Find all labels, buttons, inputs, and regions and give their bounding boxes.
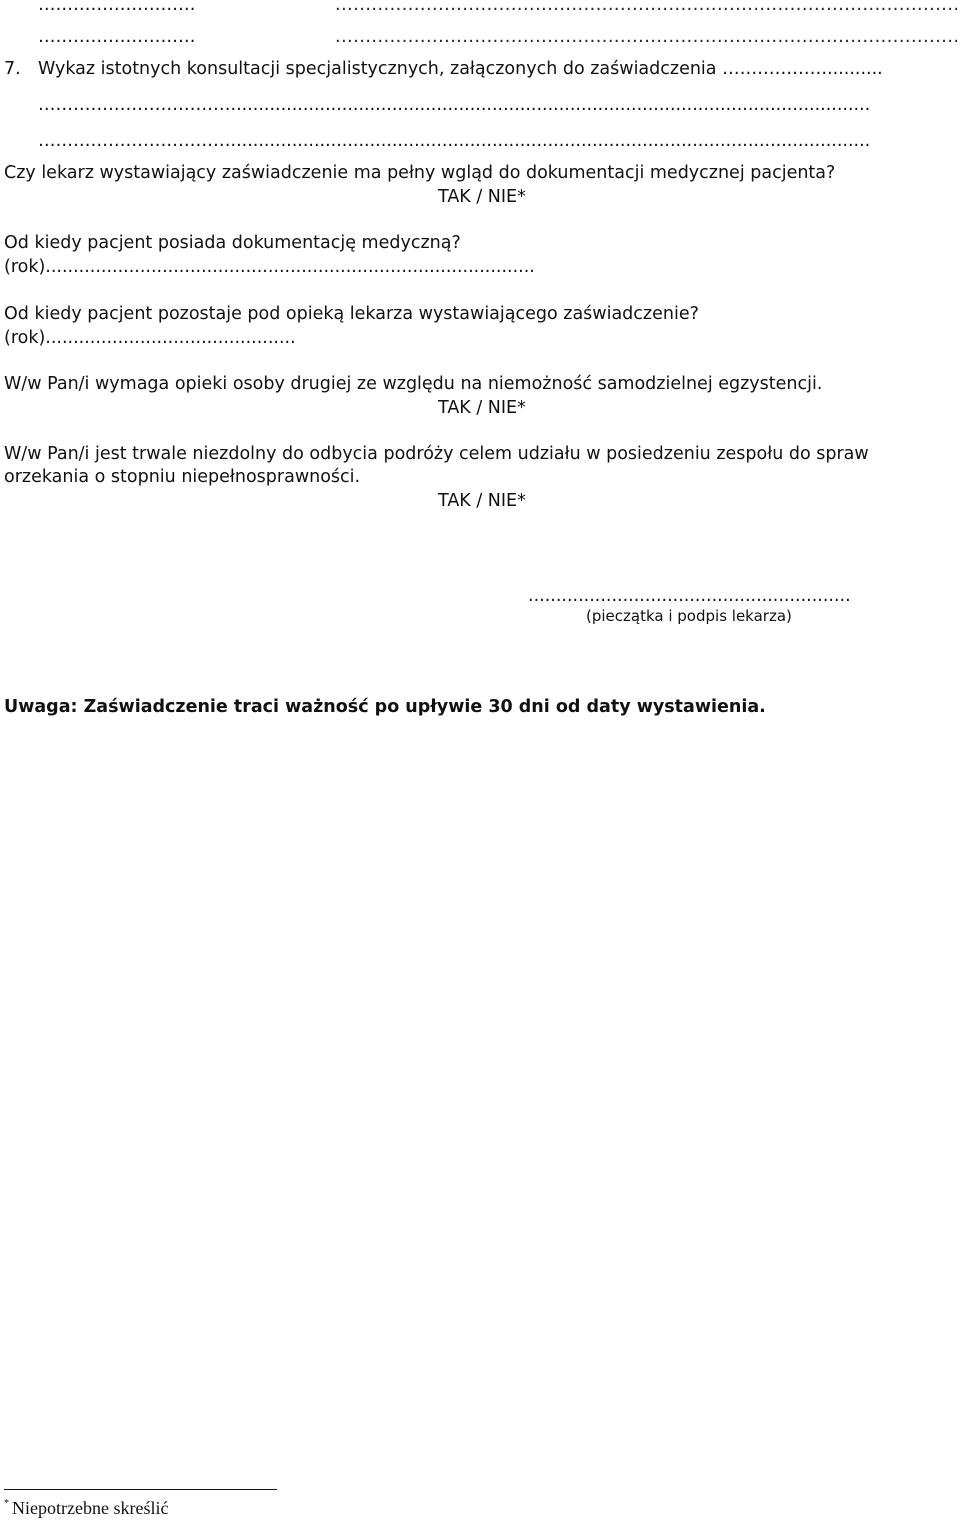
answer-needs-care[interactable]: TAK / NIE*: [438, 398, 526, 418]
answer-documentation-access[interactable]: TAK / NIE*: [438, 187, 526, 207]
item-7-answer-line-1[interactable]: ……………………………...................................................................................................................: [38, 95, 871, 115]
dotted-line-2: [335, 26, 958, 48]
item-7-text: Wykaz istotnych konsultacji specjalistycznych, załączonych do zaświadczenia ………………..........: [38, 59, 883, 79]
footnote-separator: [4, 1489, 277, 1490]
signature-line[interactable]: ..........................................................: [528, 586, 851, 606]
answer-documentation-since-year[interactable]: (rok)........................................................................................: [4, 257, 535, 277]
question-documentation-access: Czy lekarz wystawiający zaświadczenie ma pełny wgląd do dokumentacji medycznej pacjenta?: [4, 163, 836, 183]
question-travel-unable-line1: W/w Pan/i jest trwale niezdolny do odbycia podróży celem udziału w posiedzeniu zespołu do spraw: [4, 444, 869, 464]
top-leader-ellipsis: ………………………: [38, 0, 196, 15]
footnote-text: Niepotrzebne skreślić: [12, 1498, 169, 1518]
answer-care-since-year[interactable]: (rok).............................................: [4, 328, 296, 348]
leader-ellipsis-2: ………………………: [38, 27, 196, 47]
question-documentation-since: Od kiedy pacjent posiada dokumentację medyczną?: [4, 233, 461, 253]
footnote: [4, 1498, 168, 1519]
item-7-number: 7.: [4, 59, 21, 79]
item-7-answer-line-2[interactable]: ……………………………...................................................................................................................: [38, 131, 871, 151]
validity-notice: Uwaga: Zaświadczenie traci ważność po upływie 30 dni od daty wystawienia.: [4, 697, 766, 717]
question-travel-unable-line2: orzekania o stopniu niepełnosprawności.: [4, 467, 361, 487]
question-care-since: Od kiedy pacjent pozostaje pod opieką lekarza wystawiającego zaświadczenie?: [4, 304, 699, 324]
signature-label: (pieczątka i podpis lekarza): [586, 607, 792, 625]
footnote-marker: *: [4, 1498, 9, 1509]
answer-travel-unable[interactable]: TAK / NIE*: [438, 491, 526, 511]
top-dotted-line: [335, 0, 958, 16]
question-needs-care: W/w Pan/i wymaga opieki osoby drugiej ze względu na niemożność samodzielnej egzystencji.: [4, 374, 823, 394]
